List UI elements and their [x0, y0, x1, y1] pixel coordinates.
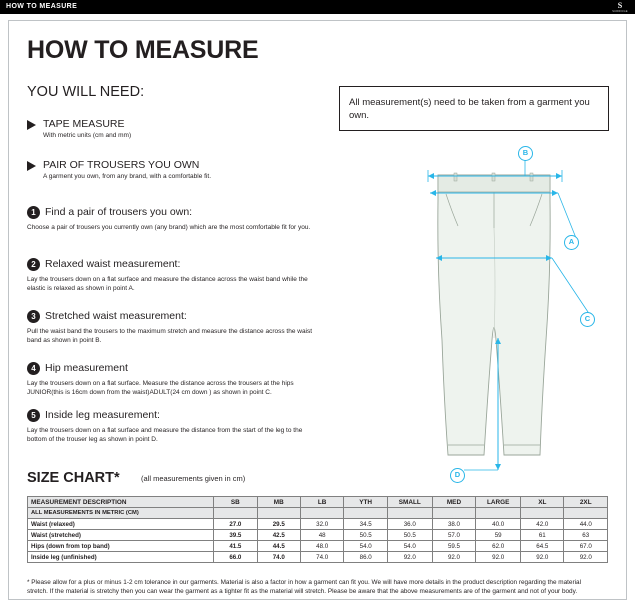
- table-row: [28, 530, 608, 541]
- step-title: Inside leg measurement:: [45, 409, 160, 421]
- size-chart-title: SIZE CHART*: [27, 470, 120, 486]
- row-label: Waist (stretched): [28, 530, 214, 541]
- metric-note-label: ALL MEASUREMENTS IN METRIC (CM): [28, 508, 214, 519]
- cell-value: 74.0: [257, 552, 300, 563]
- size-chart-table: [27, 496, 608, 563]
- column-header-med: MED: [432, 497, 476, 508]
- cell-value: 39.5: [214, 530, 257, 541]
- cell-value: 92.0: [387, 552, 432, 563]
- cell-value: 44.0: [564, 519, 608, 530]
- cell-value: 61: [521, 530, 564, 541]
- cell-value: 67.0: [564, 541, 608, 552]
- arrow-right-a: [552, 190, 558, 196]
- top-bar: [0, 0, 635, 14]
- column-header-description: MEASUREMENT DESCRIPTION: [28, 497, 214, 508]
- cell-value: 62.0: [476, 541, 521, 552]
- column-header-sb: SB: [214, 497, 257, 508]
- cell-value: 74.0: [300, 552, 343, 563]
- step-body: Pull the waist band the trousers to the maximum stretch and measure the distance across the waist band as shown in point B.: [27, 328, 313, 344]
- callout-text: All measurement(s) need to be taken from a garment you own.: [349, 97, 590, 121]
- cell-value: 50.5: [387, 530, 432, 541]
- brand-logo-mark: S: [617, 0, 623, 10]
- step-body: Choose a pair of trousers you currently own (any brand) which are the most comfortable fit for you.: [27, 224, 311, 231]
- cell-value: 86.0: [344, 552, 388, 563]
- step-body: Lay the trousers down on a flat surface and measure the distance across the waist band while the elastic is relaxed as shown in point A.: [27, 276, 308, 292]
- cell-value: 42.5: [257, 530, 300, 541]
- step-body: Lay the trousers down on a flat surface. Measure the distance across the trousers at the hips JUNIOR(this is 16cm down from the waist)ADULT(24 cm down ) as shown in point C.: [27, 380, 294, 396]
- cell-value: 57.0: [432, 530, 476, 541]
- row-label: Waist (relaxed): [28, 519, 214, 530]
- callout-box: [339, 86, 609, 131]
- cell-value: 40.0: [476, 519, 521, 530]
- diagram-badge-b: B: [518, 146, 533, 161]
- footnote-text: * Please allow for a plus or minus 1-2 cm tolerance in our garments. Material is also a factor in how a garment can fit you. We will have more details in the product description regarding the material stretch. If the material is stretchy then you can wear the garment as a tighter fit as the material will stretch. Please be aware that the above measurements are of the garment and not of your body.: [27, 579, 582, 596]
- brand-logo: [609, 1, 631, 13]
- triangle-bullet-icon: [27, 120, 36, 130]
- need-item-title: TAPE MEASURE: [43, 118, 125, 130]
- need-item-sub: A garment you own, from any brand, with a comfortable fit.: [43, 173, 211, 180]
- size-chart-note: (all measurements given in cm): [141, 474, 246, 483]
- step-title: Stretched waist measurement:: [45, 310, 187, 322]
- triangle-bullet-icon: [27, 161, 36, 171]
- row-label: Inside leg (unfinished): [28, 552, 214, 563]
- cell-value: 64.5: [521, 541, 564, 552]
- cell-value: 63: [564, 530, 608, 541]
- leader-c: [552, 258, 590, 315]
- cell-value: 92.0: [476, 552, 521, 563]
- column-header-2xl: 2XL: [564, 497, 608, 508]
- column-header-yth: YTH: [344, 497, 388, 508]
- cell-value: 59: [476, 530, 521, 541]
- need-item-sub: With metric units (cm and mm): [43, 132, 132, 139]
- step-title: Relaxed waist measurement:: [45, 258, 181, 270]
- column-header-large: LARGE: [476, 497, 521, 508]
- cell-value: 42.0: [521, 519, 564, 530]
- leader-a: [558, 193, 576, 238]
- you-will-need-heading: YOU WILL NEED:: [27, 84, 145, 100]
- arrow-right-b: [556, 173, 562, 179]
- cell-value: 41.5: [214, 541, 257, 552]
- trousers-diagram: [400, 140, 620, 480]
- step-number: 2: [27, 258, 40, 271]
- cell-value: 38.0: [432, 519, 476, 530]
- column-header-small: SMALL: [387, 497, 432, 508]
- step-title: Hip measurement: [45, 362, 128, 374]
- column-header-mb: MB: [257, 497, 300, 508]
- cell-value: 29.5: [257, 519, 300, 530]
- cell-value: 59.5: [432, 541, 476, 552]
- belt-loop: [492, 173, 495, 181]
- row-label: Hips (down from top band): [28, 541, 214, 552]
- table-row: [28, 552, 608, 563]
- cell-value: 54.0: [387, 541, 432, 552]
- column-header-xl: XL: [521, 497, 564, 508]
- diagram-badge-d: D: [450, 468, 465, 483]
- cell-value: 48.0: [300, 541, 343, 552]
- cell-value: 27.0: [214, 519, 257, 530]
- diagram-badge-c: C: [580, 312, 595, 327]
- belt-loop: [454, 173, 457, 181]
- cell-value: 92.0: [432, 552, 476, 563]
- cell-value: 44.5: [257, 541, 300, 552]
- step-title: Find a pair of trousers you own:: [45, 206, 193, 218]
- cell-value: 92.0: [521, 552, 564, 563]
- belt-loop: [530, 173, 533, 181]
- trousers-illustration: [400, 140, 620, 480]
- table-row: [28, 519, 608, 530]
- cell-value: 50.5: [344, 530, 388, 541]
- cell-value: 34.5: [344, 519, 388, 530]
- arrow-bottom-d: [495, 464, 501, 470]
- table-header-row: [28, 497, 608, 508]
- cell-value: 36.0: [387, 519, 432, 530]
- diagram-badge-a: A: [564, 235, 579, 250]
- brand-logo-sub: SURRIDGE: [612, 9, 628, 13]
- top-bar-title: HOW TO MEASURE: [6, 3, 78, 10]
- table-row-metric-note: [28, 508, 608, 519]
- step-number: 1: [27, 206, 40, 219]
- arrow-left-a: [430, 190, 436, 196]
- column-header-lb: LB: [300, 497, 343, 508]
- arrow-left-b: [428, 173, 434, 179]
- step-number: 4: [27, 362, 40, 375]
- step-number: 5: [27, 409, 40, 422]
- cell-value: 66.0: [214, 552, 257, 563]
- cell-value: 48: [300, 530, 343, 541]
- cell-value: 92.0: [564, 552, 608, 563]
- step-body: Lay the trousers down on a flat surface and measure the distance from the start of the leg to the bottom of the trouser leg as shown in point D.: [27, 427, 303, 443]
- cell-value: 32.0: [300, 519, 343, 530]
- cell-value: 54.0: [344, 541, 388, 552]
- table-row: [28, 541, 608, 552]
- need-item-title: PAIR OF TROUSERS YOU OWN: [43, 159, 200, 171]
- step-number: 3: [27, 310, 40, 323]
- page-title: HOW TO MEASURE: [27, 36, 259, 64]
